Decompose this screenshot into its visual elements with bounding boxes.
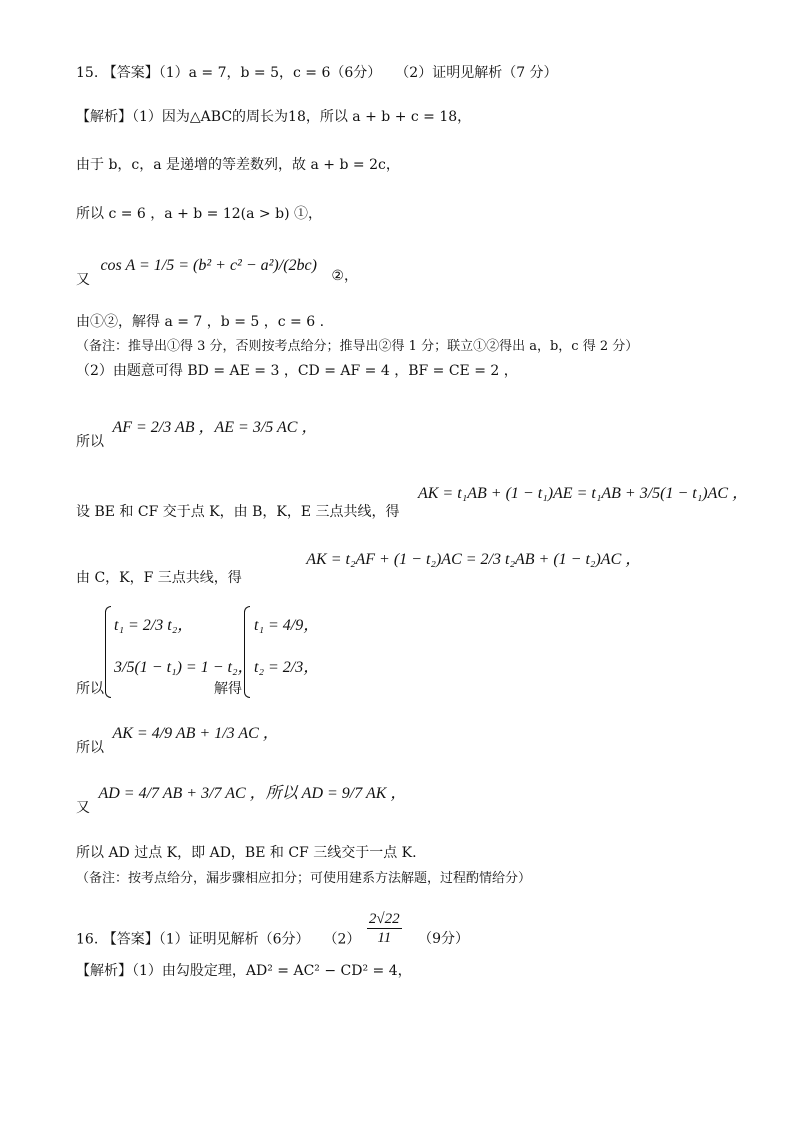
q15-system-prefix: 所以 (76, 681, 104, 697)
q16-answer-numerator: 2√22 (368, 911, 400, 927)
q15-vector-line-5-formula: AD = 4/7 AB + 3/7 AC ，所以 AD = 9/7 AK ， (98, 785, 407, 802)
q15-cosine-prefix: 又 (76, 272, 90, 288)
q15-cosine-suffix: ②， (331, 268, 358, 284)
q15-note-1: （备注：推导出①得 3 分，否则按考点给分；推导出②得 1 分；联立①②得出 a，b，c 得 2 分） (76, 339, 639, 354)
q15-vector-line-2-prefix: 设 BE 和 CF 交于点 K，由 B，K，E 三点共线，得 (76, 504, 400, 520)
q15-conclusion-line: 所以 AD 过点 K，即 AD，BE 和 CF 三线交于一点 K. (76, 845, 417, 861)
q15-note-2: （备注：按考点给分，漏步骤相应扣分；可使用建系方法解题，过程酌情给分） (76, 871, 532, 886)
q15-cosine-line (76, 257, 358, 288)
system-1-eq-b: 3/5(1 − t₁) = 1 − t₂， (114, 659, 254, 676)
q16-answer-line (76, 911, 469, 959)
left-brace-2 (244, 606, 250, 698)
system-1-eq-a: t₁ = 2/3 t₂， (114, 617, 194, 634)
q15-vector-line-4-prefix: 所以 (76, 740, 104, 756)
q15-solve-line: 由①②，解得 a = 7 ，b = 5 ，c = 6 . (76, 314, 325, 330)
q15-analysis-line-1: 【解析】（1）因为△ABC的周长为18，所以 a + b + c = 18， (76, 109, 472, 125)
q15-vector-line-2 (76, 485, 749, 520)
q15-vector-line-3-formula: AK = t₂AF + (1 − t₂)AC = 2/3 t₂AB + (1 − t₂)AC ， (306, 551, 642, 568)
q15-vector-line-1 (76, 419, 318, 450)
q15-vector-line-1-prefix: 所以 (76, 434, 104, 450)
q16-analysis-line-1: 【解析】（1）由勾股定理，AD² = AC² − CD² = 4， (76, 963, 412, 979)
q15-analysis-line-3: 所以 c = 6 ，a + b = 12(a > b) ①， (76, 206, 322, 222)
system-2-eq-a: t₁ = 4/9， (254, 617, 320, 634)
q15-vector-line-1-formula: AF = 2/3 AB ，AE = 3/5 AC ， (112, 419, 318, 436)
left-brace-1 (105, 606, 111, 698)
q15-vector-line-3-prefix: 由 C，K，F 三点共线，得 (76, 570, 242, 586)
q15-vector-line-4 (76, 725, 279, 756)
q15-vector-line-2-formula: AK = t₁AB + (1 − t₁)AE = t₁AB + 3/5(1 − t₁)AC ， (417, 485, 749, 502)
q15-vector-line-4-formula: AK = 4/9 AB + 1/3 AC ， (112, 725, 279, 742)
q15-part2-line: （2）由题意可得 BD = AE = 3 ，CD = AF = 4 ，BF = CE = 2 ， (76, 363, 518, 379)
q16-answer-prefix: 16. 【答案】（1）证明见解析（6分） （2） (76, 931, 361, 948)
q15-cosine-formula: cos A = 1/5 = (b² + c² − a²)/(2bc) (100, 257, 317, 274)
q15-vector-line-5-prefix: 又 (76, 800, 90, 816)
q15-answer-line: 15. 【答案】（1）a = 7，b = 5，c = 6（6分） （2）证明见解析（7 分） (76, 65, 558, 81)
q16-answer-fraction (367, 910, 402, 949)
q15-vector-line-5 (76, 785, 407, 816)
q16-answer-suffix: （9分） (418, 931, 469, 948)
system-2-eq-b: t₂ = 2/3， (254, 659, 320, 676)
q15-vector-line-3 (76, 551, 642, 586)
q16-answer-denominator: 11 (377, 930, 392, 946)
q15-analysis-line-2: 由于 b，c，a 是递增的等差数列，故 a + b = 2c， (76, 157, 400, 173)
q15-solve-word: 解得 (214, 681, 242, 697)
